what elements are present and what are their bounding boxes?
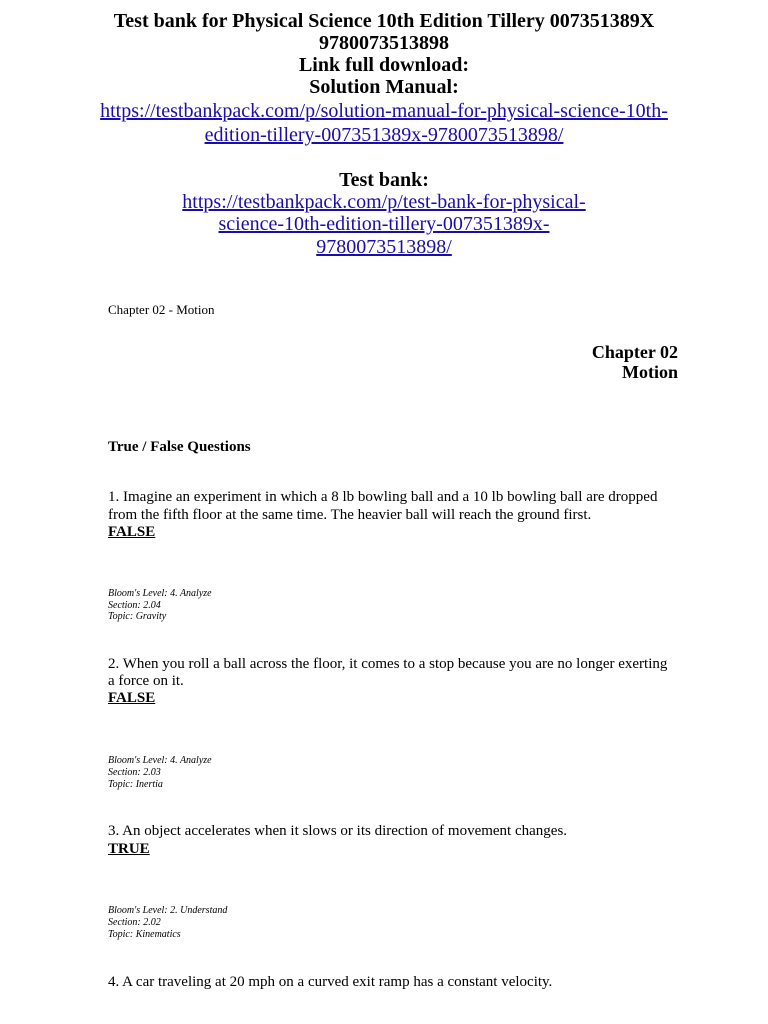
question-1-text-line-1: 1. Imagine an experiment in which a 8 lb bowling ball and a 10 lb bowling ball are dropped [108, 489, 658, 505]
question-1-answer: FALSE [108, 524, 156, 540]
question-2-topic: Topic: Inertia [108, 779, 163, 790]
question-2-blooms-level: Bloom's Level: 4. Analyze [108, 755, 212, 766]
test-bank-link-line-2[interactable]: science-10th-edition-tillery-007351389x- [218, 213, 550, 235]
question-2-section: Section: 2.03 [108, 767, 161, 778]
test-bank-link-line-3[interactable]: 9780073513898/ [316, 236, 452, 258]
chapter-number: Chapter 02 [591, 342, 678, 362]
question-1-topic: Topic: Gravity [108, 611, 167, 622]
solution-manual-label: Solution Manual: [309, 76, 459, 98]
question-4-text-line-1: 4. A car traveling at 20 mph on a curved exit ramp has a constant velocity. [108, 974, 553, 990]
solution-manual-link-line-1[interactable]: https://testbankpack.com/p/solution-manual-for-physical-science-10th- [100, 100, 668, 122]
test-bank-link-line-1[interactable]: https://testbankpack.com/p/test-bank-for-physical- [182, 191, 586, 213]
chapter-name: Motion [622, 362, 678, 382]
document-title-line-2: 9780073513898 [319, 32, 449, 54]
question-3-answer: TRUE [108, 841, 150, 857]
question-2-text-line-2: a force on it. [108, 673, 184, 689]
question-3-section: Section: 2.02 [108, 917, 161, 928]
test-bank-label: Test bank: [339, 169, 429, 191]
document-title-line-1: Test bank for Physical Science 10th Edition Tillery 007351389X [113, 10, 655, 32]
question-2-text-line-1: 2. When you roll a ball across the floor, it comes to a stop because you are no longer exerting [108, 656, 668, 672]
question-3-text-line-1: 3. An object accelerates when it slows or its direction of movement changes. [108, 823, 568, 839]
question-2-answer: FALSE [108, 690, 156, 706]
question-3-topic: Topic: Kinematics [108, 929, 181, 940]
question-1-section: Section: 2.04 [108, 600, 161, 611]
section-title: True / False Questions [108, 439, 251, 455]
running-header: Chapter 02 - Motion [108, 302, 215, 317]
solution-manual-link-line-2[interactable]: edition-tillery-007351389x-9780073513898/ [204, 124, 564, 146]
download-label: Link full download: [298, 54, 470, 76]
question-1-text-line-2: from the fifth floor at the same time. The heavier ball will reach the ground first. [108, 507, 592, 523]
question-1-blooms-level: Bloom's Level: 4. Analyze [108, 588, 212, 599]
question-3-blooms-level: Bloom's Level: 2. Understand [108, 905, 228, 916]
